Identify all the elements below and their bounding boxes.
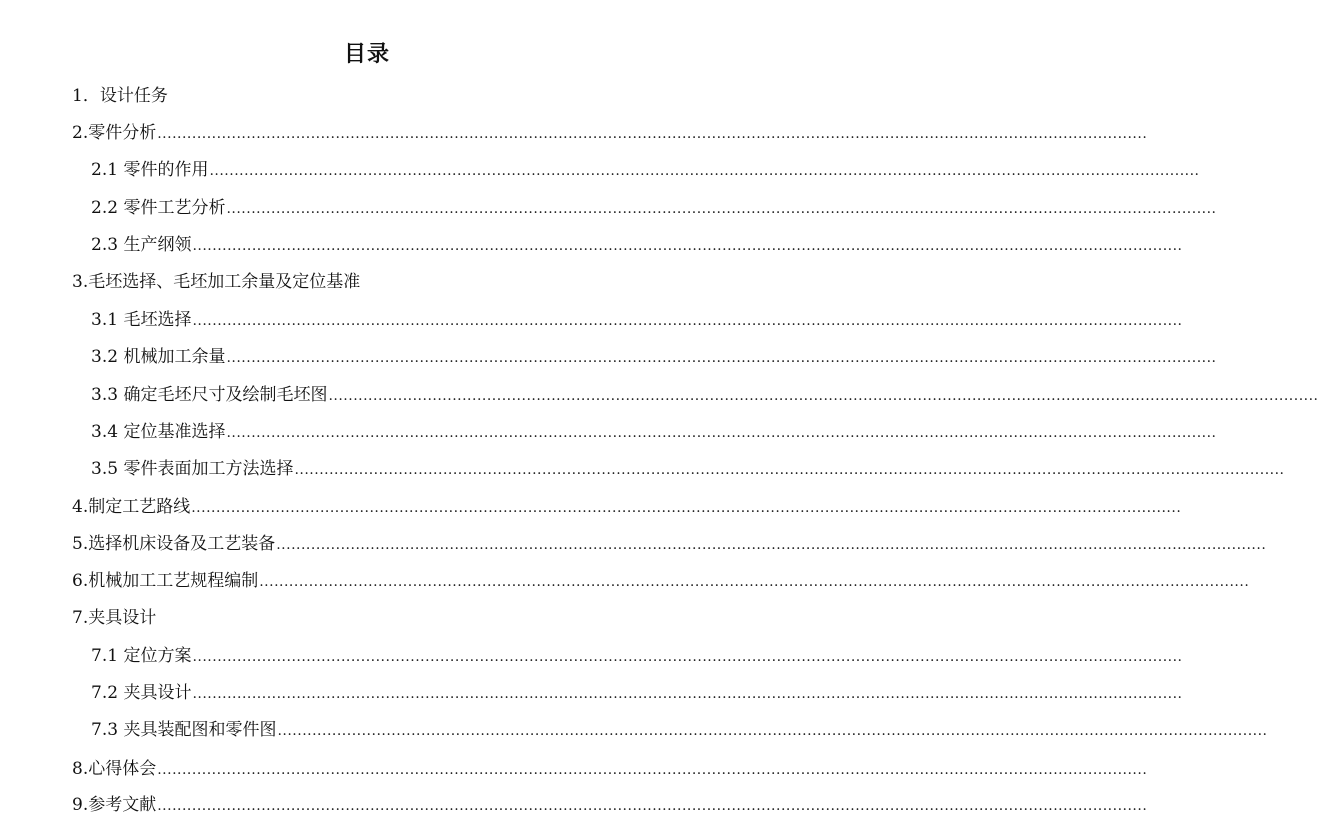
toc-entry-3-4[interactable] (91, 420, 1217, 444)
dot-leader: ........................................................................................................................................................................................................ (294, 462, 1285, 478)
toc-entry-label: 5.选择机床设备及工艺装备 (72, 534, 276, 554)
toc-entry-5[interactable] (72, 532, 1267, 556)
toc-entry-label: 1．设计任务 (72, 86, 168, 106)
toc-entry-label: 2.零件分析 (72, 123, 157, 143)
toc-entry-label: 7.3 夹具装配图和零件图 (91, 720, 277, 740)
toc-entry-label: 2.2 零件工艺分析 (91, 198, 226, 218)
toc-entry-7-2[interactable] (91, 681, 1183, 705)
toc-entry-label: 8.心得体会 (72, 759, 157, 779)
toc-entry-2-1[interactable] (91, 158, 1200, 182)
toc-entry-label: 7.1 定位方案 (91, 646, 192, 666)
toc-title: 目录 (343, 42, 390, 67)
toc-entry-2-3[interactable] (91, 233, 1183, 257)
toc-entry-label: 9.参考文献 (72, 795, 157, 815)
toc-entry-label: 7.夹具设计 (72, 608, 157, 628)
toc-entry-label: 6.机械加工工艺规程编制 (72, 571, 259, 591)
dot-leader: ........................................................................................................................................................................................................ (192, 313, 1183, 329)
dot-leader: ........................................................................................................................................................................................................ (259, 574, 1250, 590)
dot-leader: ........................................................................................................................................................................................................ (209, 163, 1200, 179)
dot-leader: ........................................................................................................................................................................................................ (157, 798, 1148, 814)
toc-entry-label: 3.5 零件表面加工方法选择 (91, 459, 294, 479)
toc-entry-label: 3.1 毛坯选择 (91, 310, 192, 330)
toc-entry-3-3[interactable] (91, 383, 1319, 407)
toc-entry-label: 2.3 生产纲领 (91, 235, 192, 255)
dot-leader: ........................................................................................................................................................................................................ (157, 126, 1148, 142)
toc-entry-9[interactable] (72, 793, 1148, 817)
toc-entry-3-1[interactable] (91, 308, 1183, 332)
dot-leader: ........................................................................................................................................................................................................ (276, 537, 1267, 553)
toc-entry-2[interactable] (72, 121, 1148, 145)
toc-entry-label: 2.1 零件的作用 (91, 160, 209, 180)
dot-leader: ........................................................................................................................................................................................................ (226, 350, 1217, 366)
dot-leader: ........................................................................................................................................................................................................ (192, 649, 1183, 665)
dot-leader: ........................................................................................................................................................................................................ (226, 425, 1217, 441)
toc-entry-3-2[interactable] (91, 345, 1217, 369)
dot-leader: ........................................................................................................................................................................................................ (192, 686, 1183, 702)
toc-entry-label: 3.4 定位基准选择 (91, 422, 226, 442)
toc-entry-1[interactable] (72, 84, 672, 108)
toc-entry-label: 3.2 机械加工余量 (91, 347, 226, 367)
dot-leader: ........................................................................................................................................................................................................ (328, 388, 1319, 404)
toc-entry-label: 3.3 确定毛坯尺寸及绘制毛坯图 (91, 385, 328, 405)
toc-entry-7-3[interactable] (91, 718, 1268, 742)
dot-leader: ........................................................................................................................................................................................................ (277, 723, 1268, 739)
toc-entry-2-2[interactable] (91, 196, 1217, 220)
toc-entry-3[interactable] (72, 270, 672, 294)
dot-leader: ........................................................................................................................................................................................................ (192, 238, 1183, 254)
toc-entry-8[interactable] (72, 757, 1148, 781)
dot-leader: ........................................................................................................................................................................................................ (191, 500, 1182, 516)
dot-leader: ........................................................................................................................................................................................................ (157, 762, 1148, 778)
toc-entry-label: 3.毛坯选择、毛坯加工余量及定位基准 (72, 272, 361, 292)
toc-entry-label: 4.制定工艺路线 (72, 497, 191, 517)
dot-leader: ........................................................................................................................................................................................................ (226, 201, 1217, 217)
toc-entry-3-5[interactable] (91, 457, 1285, 481)
toc-entry-7-1[interactable] (91, 644, 1183, 668)
toc-entry-label: 7.2 夹具设计 (91, 683, 192, 703)
toc-entry-7[interactable] (72, 606, 672, 630)
toc-entry-6[interactable] (72, 569, 1250, 593)
toc-entry-4[interactable] (72, 495, 1182, 519)
